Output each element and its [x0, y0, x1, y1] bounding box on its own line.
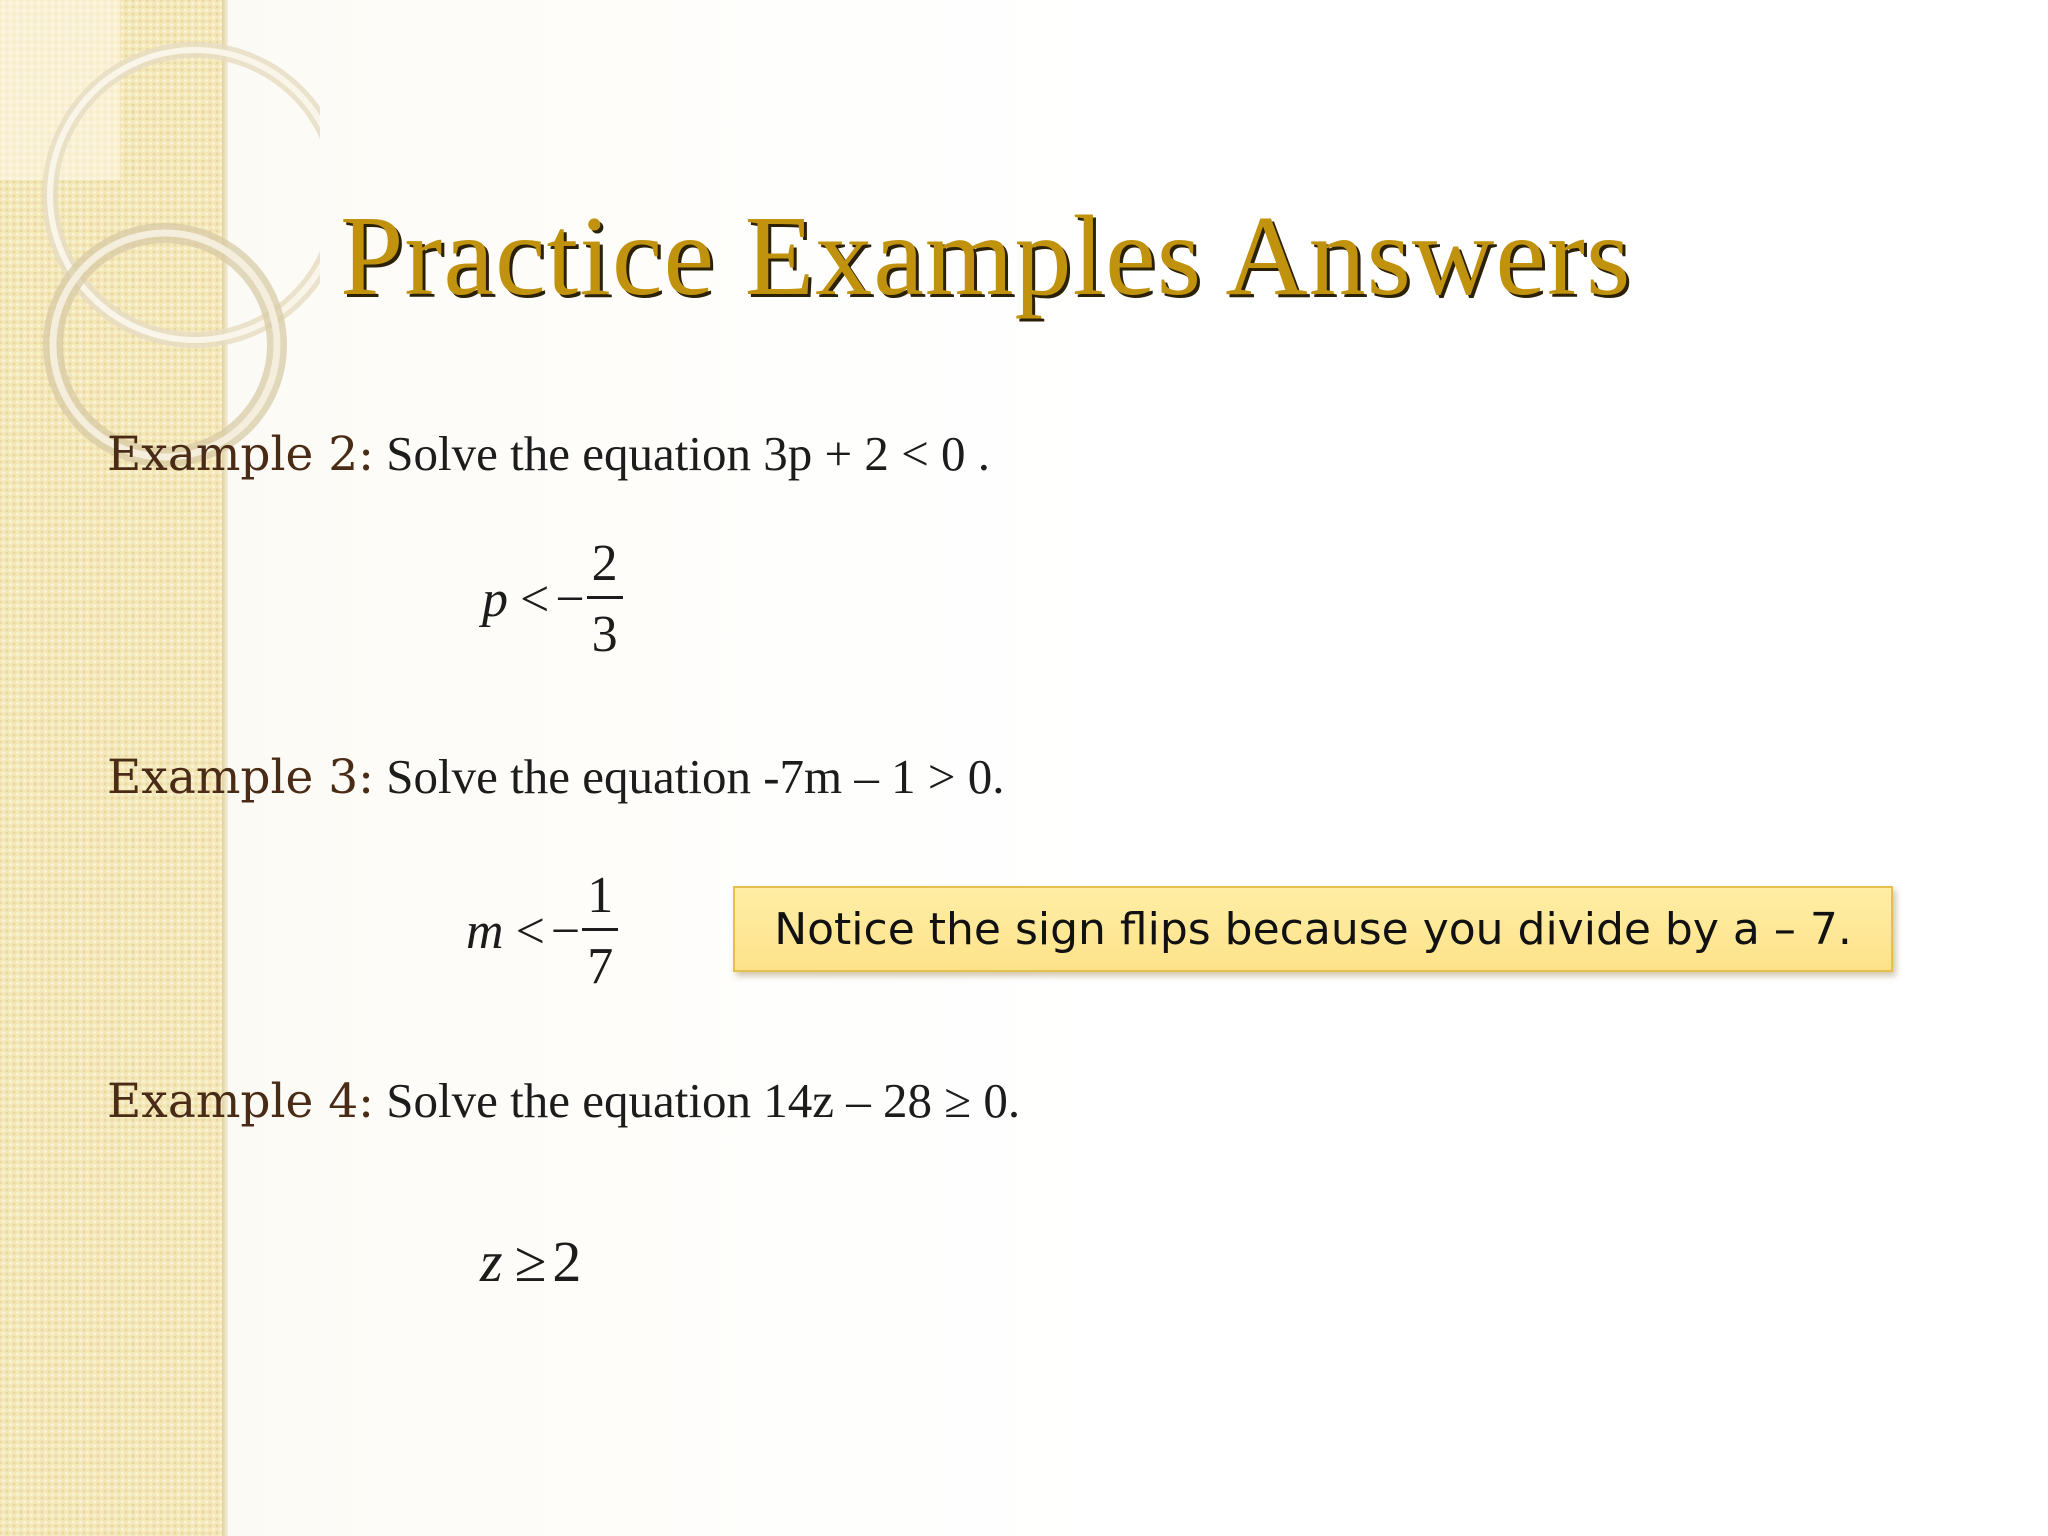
- answer-variable: z: [480, 1229, 503, 1294]
- slide-title: Practice Examples Answers: [340, 192, 1632, 319]
- answer-sign: −: [550, 903, 581, 960]
- corner-panel: [0, 0, 120, 180]
- fraction-denominator: 7: [587, 938, 614, 995]
- answer-sign: −: [555, 571, 585, 628]
- example-2-line: [107, 425, 990, 482]
- example-4-line: [107, 1072, 1020, 1129]
- sign-flip-note-callout: Notice the sign flips because you divide by a – 7.: [733, 886, 1893, 972]
- example-2-label: Example 2:: [107, 427, 375, 482]
- answer-fraction: [587, 535, 623, 663]
- example-3-answer: [466, 867, 618, 995]
- answer-operator: <: [515, 903, 545, 960]
- example-4-question: Solve the equation 14z – 28 ≥ 0.: [386, 1073, 1021, 1128]
- example-3-label: Example 3:: [107, 750, 375, 805]
- answer-value: 2: [552, 1229, 582, 1294]
- example-2-question: Solve the equation 3p + 2 < 0 .: [386, 426, 990, 481]
- fraction-numerator: 2: [591, 535, 618, 592]
- fraction-denominator: 3: [591, 606, 618, 663]
- answer-operator: ≥: [514, 1229, 547, 1294]
- example-3-question: Solve the equation -7m – 1 > 0.: [386, 749, 1005, 804]
- answer-variable: p: [482, 571, 508, 628]
- fraction-numerator: 1: [587, 867, 614, 924]
- answer-fraction: [582, 867, 618, 995]
- example-2-answer: [482, 535, 623, 663]
- answer-variable: m: [466, 903, 504, 960]
- example-4-answer: [480, 1228, 581, 1295]
- example-4-label: Example 4:: [107, 1074, 375, 1129]
- example-3-line: [107, 748, 1005, 805]
- answer-operator: <: [520, 571, 550, 628]
